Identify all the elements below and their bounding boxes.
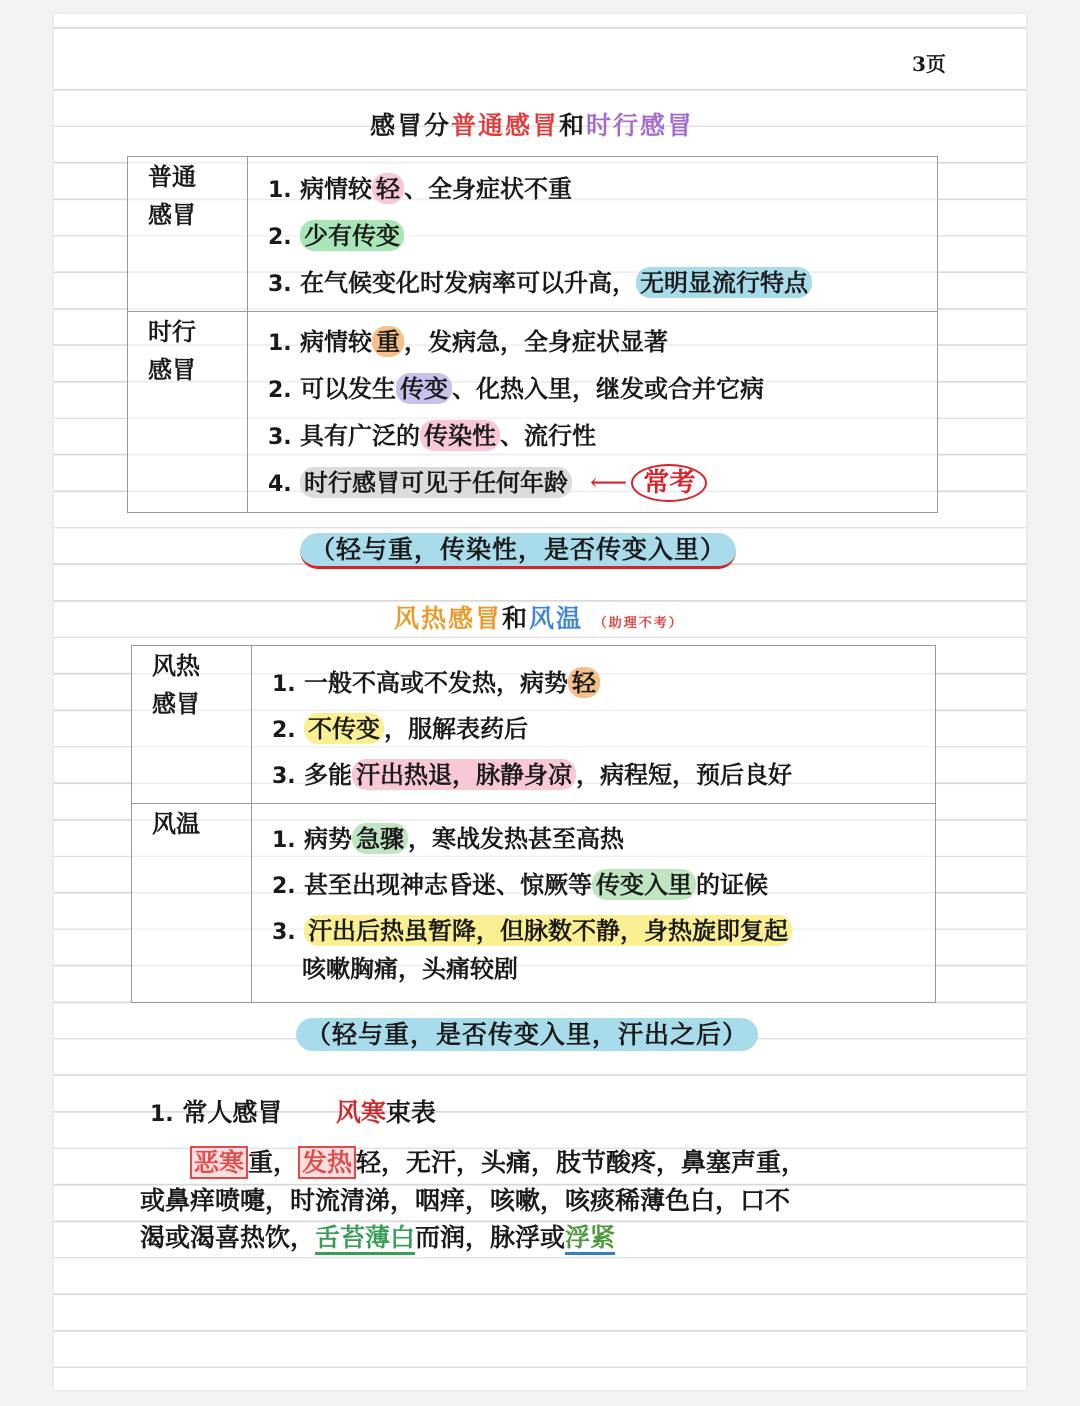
list-item-continuation: 咳嗽胸痛，头痛较剧 [302, 954, 518, 983]
list-item: 3. 汗出后热虽暂降，但脉数不静，身热旋即复起 [272, 908, 934, 954]
title-common-cold: 普通感冒 [451, 111, 560, 140]
list-item: 1. 病势 急骤 ，寒战发热甚至高热 [272, 824, 625, 853]
row-label-common-cold: 普通 感冒 [128, 157, 248, 312]
section1-title: 感冒分普通感冒和时行感冒 [370, 111, 695, 140]
list-item: 2. 可以发生 传变 、化热入里，继发或合并它病 [268, 374, 765, 403]
list-item: 2. 少有传变 [268, 212, 936, 259]
list-item: 2. 不传变 ，服解表药后 [272, 714, 529, 743]
symptom-line-3: 渴或渴喜热饮，舌苔薄白而润，脉浮或浮紧 [140, 1218, 615, 1254]
symptom-line-1: 恶寒 重， 发热 轻，无汗，头痛，肢节酸疼，鼻塞声重， [190, 1143, 806, 1179]
list-item: 3. 在气候变化时发病率可以升高， 无明显流行特点 [268, 259, 936, 306]
section2-title: 风热感冒和风温 （助理不考） [394, 604, 684, 633]
table-row-wind-warm [132, 804, 936, 1003]
list-item: 3. 具有广泛的 传染性 、流行性 [268, 421, 597, 450]
cold-comparison-table [127, 156, 938, 513]
list-item: 1. 一般不高或不发热，病势 轻 [272, 660, 934, 706]
table-row-common-cold [128, 157, 938, 312]
table-row-epidemic-cold [128, 312, 938, 513]
frequently-tested-tag: 常考 [631, 464, 707, 502]
list-item: 4. 时行感冒可见于任何年龄 ⟵ 常考 [268, 459, 936, 506]
syndrome-name: 风寒 [335, 1098, 386, 1127]
page-number: 3页 [912, 52, 946, 76]
arrow-left-icon: ⟵ [590, 468, 628, 498]
section3-heading: 1. 常人感冒 风寒束表 [150, 1098, 436, 1127]
symptom-line-2: 或鼻痒喷嚏，时流清涕，咽痒，咳嗽，咳痰稀薄色白，口不 [140, 1186, 791, 1215]
assistant-exam-note: （助理不考） [593, 616, 684, 631]
table-row-wind-heat-cold [132, 646, 936, 804]
row-label-wind-heat-cold: 风热 感冒 [132, 646, 252, 804]
list-item: 1. 病情较 重 ，发病急，全身症状显著 [268, 327, 669, 356]
wind-heat-comparison-table [131, 645, 936, 1003]
title-epidemic-cold: 时行感冒 [586, 111, 695, 140]
list-item: 1. 病情较 轻 、全身症状不重 [268, 174, 573, 203]
list-item: 2. 甚至出现神志昏迷、惊厥等 传变入里 的证候 [272, 870, 769, 899]
row-label-epidemic-cold: 时行 感冒 [128, 312, 248, 513]
section1-summary: （轻与重，传染性，是否传变入里） [300, 530, 736, 566]
list-item: 3. 多能 汗出热退，脉静身凉 ，病程短，预后良好 [272, 760, 793, 789]
row-label-wind-warm: 风温 [132, 804, 252, 1003]
section2-summary: （轻与重，是否传变入里，汗出之后） [296, 1015, 758, 1051]
